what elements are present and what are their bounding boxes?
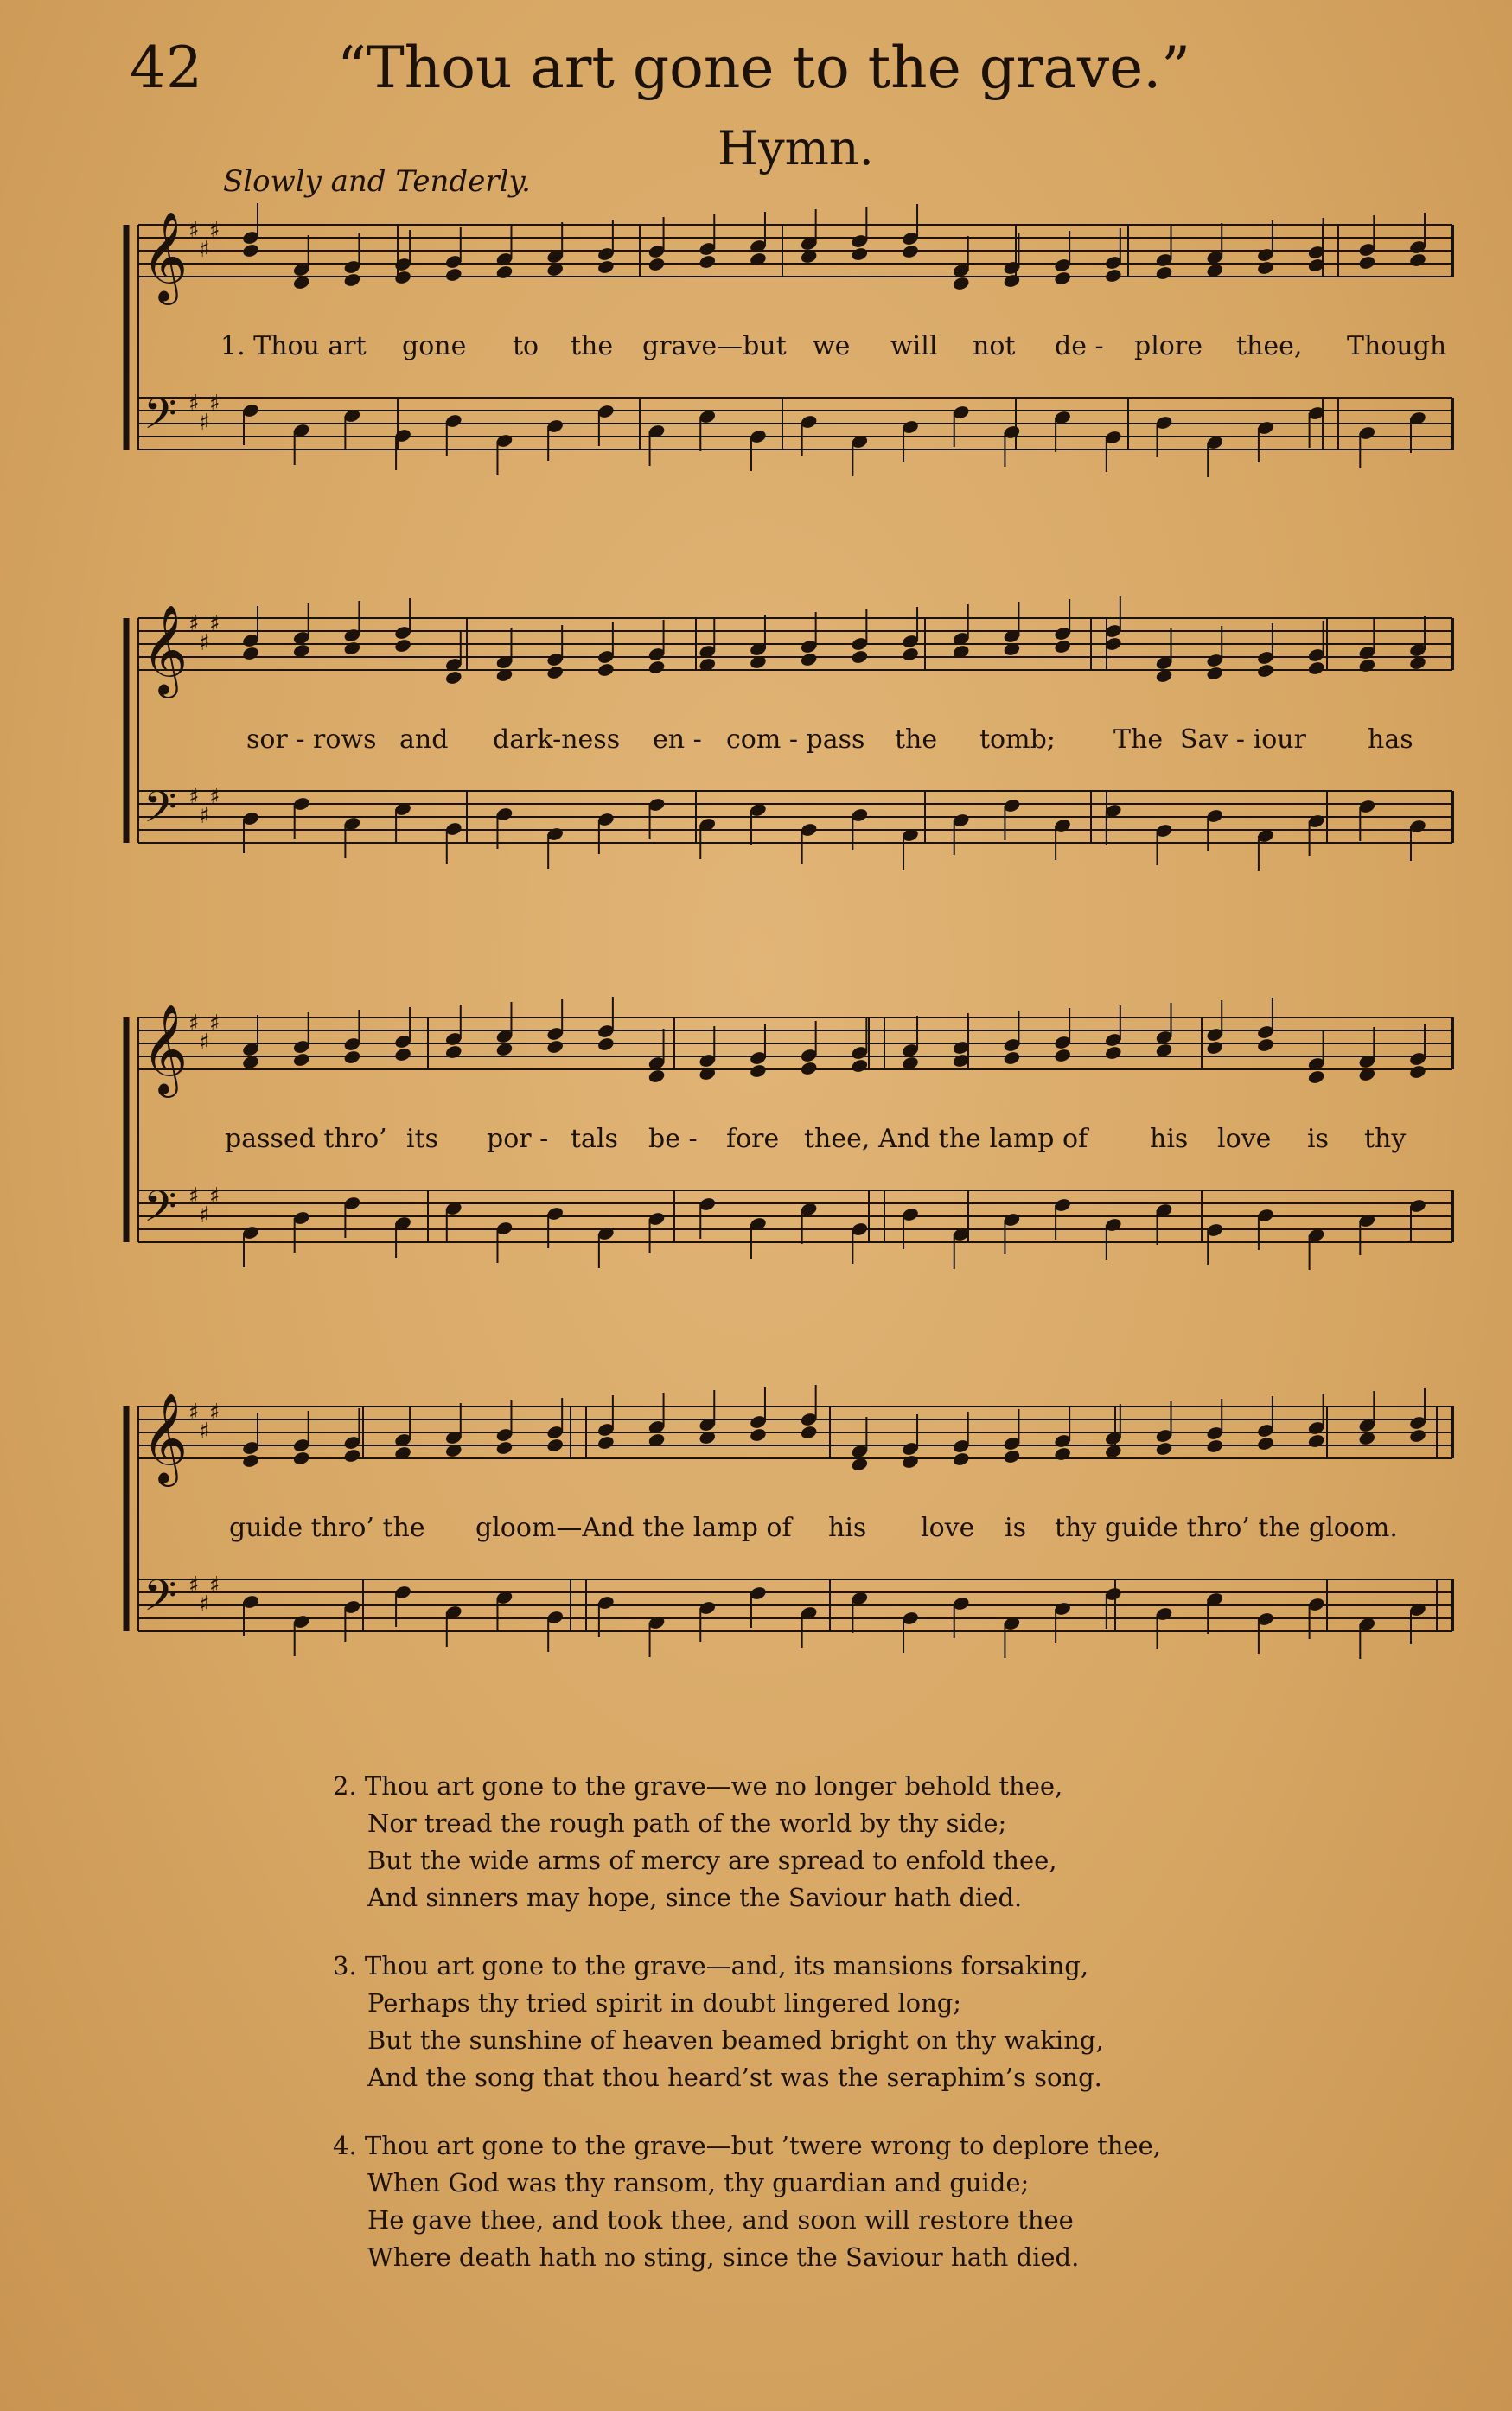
note-head	[1256, 1436, 1274, 1451]
note-head	[444, 267, 463, 283]
stanza-text: He gave thee, and took thee, and soon will restore thee	[367, 2205, 1074, 2235]
sharp-icon: ♯	[209, 611, 220, 637]
note-head	[545, 665, 564, 680]
stanza-line	[333, 1879, 1327, 1917]
sharp-icon: ♯	[188, 391, 200, 417]
note-head	[749, 252, 767, 267]
stanza-3	[333, 1948, 1327, 2096]
note-head	[952, 1451, 970, 1467]
note-head	[952, 276, 970, 291]
note-head	[343, 272, 361, 288]
lyric-syllable: de -	[1055, 331, 1104, 361]
note-head	[851, 1058, 869, 1074]
stanza-text: When God was thy ransom, thy guardian and guide;	[367, 2168, 1030, 2197]
note-head	[800, 1425, 818, 1440]
lyric-syllable: thee,	[1236, 331, 1303, 361]
lyric-syllable: and	[399, 724, 449, 755]
stanza-text: Thou art gone to the grave—we no longer behold thee,	[364, 1771, 1063, 1801]
lyric-syllable: thy guide thro’ the gloom.	[1055, 1513, 1398, 1543]
note-head	[495, 1440, 514, 1456]
lyric-syllable: be -	[648, 1124, 698, 1154]
note-head	[1358, 658, 1376, 673]
tempo-marking: Slowly and Tenderly.	[223, 164, 531, 199]
note-head	[901, 647, 919, 662]
bass-clef-icon: 𝄢	[144, 1182, 177, 1242]
hymn-label: Hymn.	[718, 121, 874, 175]
note-head	[1408, 1064, 1426, 1080]
lyric-syllable: is	[1307, 1124, 1329, 1154]
bass-clef-icon: 𝄢	[144, 782, 177, 843]
stanza-text: Thou art gone to the grave—and, its mansions forsaking,	[364, 1951, 1089, 1980]
sharp-icon: ♯	[209, 218, 220, 244]
note-head	[1206, 666, 1224, 681]
note-head	[1307, 1069, 1325, 1085]
stanza-line	[333, 1985, 1327, 2022]
note-head	[292, 1052, 310, 1068]
stanza-line	[333, 1768, 1327, 1805]
note-head	[749, 1427, 767, 1443]
treble-clef-icon: 𝄞	[142, 1004, 188, 1094]
note-head	[1053, 271, 1071, 286]
note-head	[597, 1036, 615, 1052]
sharp-icon: ♯	[209, 1183, 220, 1209]
note-head	[1155, 265, 1173, 281]
sharp-icon: ♯	[209, 1572, 220, 1598]
note-head	[495, 265, 514, 280]
note-head	[1256, 260, 1274, 276]
note-head	[1003, 273, 1021, 289]
stanza-2	[333, 1768, 1327, 1917]
note-head	[648, 660, 666, 675]
note-head	[1408, 1428, 1426, 1444]
stanza-line	[333, 2022, 1327, 2059]
note-head	[1408, 252, 1426, 268]
stanza-number: 2.	[333, 1771, 357, 1801]
note-head	[800, 652, 818, 667]
note-head	[1104, 1045, 1122, 1061]
stanza-text: Where death hath no sting, since the Saviour hath died.	[367, 2242, 1080, 2272]
note-head	[901, 244, 919, 259]
stanza-4	[333, 2127, 1327, 2276]
lyric-syllable: com - pass	[726, 724, 865, 755]
note-head	[545, 1039, 564, 1055]
note-head	[1104, 268, 1122, 284]
stanza-text: Nor tread the rough path of the world by thy side;	[367, 1808, 1007, 1838]
lyric-syllable: the	[571, 331, 614, 361]
sharp-icon: ♯	[199, 803, 210, 829]
lyric-syllable: por -	[487, 1124, 549, 1154]
lyric-syllable: the	[895, 724, 938, 755]
sharp-icon: ♯	[188, 218, 200, 244]
lyric-syllable: thee, And the lamp of	[804, 1124, 1088, 1154]
note-head	[1053, 1048, 1071, 1063]
note-head	[648, 257, 666, 272]
sharp-icon: ♯	[209, 391, 220, 417]
note-head	[1358, 255, 1376, 271]
treble-clef-icon: 𝄞	[142, 211, 188, 302]
lyric-syllable: will	[890, 331, 938, 361]
sharp-icon: ♯	[199, 1591, 210, 1617]
additional-stanzas	[333, 1768, 1327, 2307]
sharp-icon: ♯	[188, 1011, 200, 1036]
stanza-line	[333, 2127, 1327, 2165]
note-head	[749, 1063, 767, 1079]
note-head	[851, 246, 869, 262]
lyric-syllable: plore	[1134, 331, 1203, 361]
note-head	[1307, 660, 1325, 676]
lyric-syllable: we	[813, 331, 851, 361]
sharp-icon: ♯	[188, 784, 200, 810]
note-head	[393, 1047, 411, 1062]
stanza-text: And sinners may hope, since the Saviour hath died.	[367, 1883, 1023, 1912]
lyric-syllable: en -	[653, 724, 702, 755]
sharp-icon: ♯	[199, 630, 210, 656]
note-head	[1256, 1037, 1274, 1053]
note-head	[241, 243, 259, 258]
stanza-line	[333, 2059, 1327, 2096]
lyric-syllable: love	[1217, 1124, 1272, 1154]
sharp-icon: ♯	[199, 1202, 210, 1228]
sharp-icon: ♯	[209, 1400, 220, 1426]
treble-clef-icon: 𝄞	[142, 604, 188, 695]
note-head	[800, 1061, 818, 1076]
note-head	[597, 662, 615, 678]
lyric-syllable: has	[1368, 724, 1413, 755]
lyric-syllable: his	[828, 1513, 867, 1543]
page-number: 42	[130, 35, 202, 101]
stanza-line	[333, 1842, 1327, 1879]
stanza-text: But the wide arms of mercy are spread to enfold thee,	[367, 1846, 1057, 1875]
lyric-syllable: dark-ness	[493, 724, 621, 755]
sharp-icon: ♯	[199, 237, 210, 263]
note-head	[343, 641, 361, 656]
note-head	[343, 1448, 361, 1464]
note-head	[1003, 1449, 1021, 1464]
lyric-syllable: passed thro’	[225, 1124, 387, 1154]
note-head	[241, 646, 259, 661]
note-head	[648, 1068, 666, 1084]
stanza-line	[333, 2239, 1327, 2276]
stanza-text: But the sunshine of heaven beamed bright on thy waking,	[367, 2025, 1104, 2055]
lyric-syllable: grave—but	[642, 331, 787, 361]
lyric-syllable: tals	[571, 1124, 618, 1154]
stanza-line	[333, 1805, 1327, 1842]
note-head	[597, 259, 615, 275]
lyric-syllable: gloom—And the lamp of	[475, 1513, 792, 1543]
stanza-number: 3.	[333, 1951, 357, 1980]
stanza-number: 4.	[333, 2131, 357, 2160]
note-head	[444, 670, 463, 686]
note-head	[545, 1438, 564, 1453]
note-head	[901, 1454, 919, 1470]
sharp-icon: ♯	[199, 1419, 210, 1445]
sharp-icon: ♯	[188, 1572, 200, 1598]
note-head	[1256, 663, 1274, 679]
lyric-syllable: gone	[402, 331, 467, 361]
lyric-syllable: Sav - iour	[1180, 724, 1306, 755]
note-head	[444, 1044, 463, 1060]
lyric-syllable: love	[921, 1513, 975, 1543]
treble-clef-icon: 𝄞	[142, 1393, 188, 1483]
page-header	[130, 35, 1426, 112]
lyric-syllable: fore	[726, 1124, 780, 1154]
lyric-syllable: Though	[1347, 331, 1447, 361]
note-head	[241, 1453, 259, 1469]
sharp-icon: ♯	[199, 1030, 210, 1056]
music-system-4	[121, 1385, 1457, 1662]
stanza-text: Perhaps thy tried spirit in doubt lingered long;	[367, 1988, 962, 2018]
stanza-line	[333, 2202, 1327, 2239]
note-head	[597, 1435, 615, 1451]
song-title: “Thou art gone to the grave.”	[337, 35, 1190, 101]
note-head	[1307, 1433, 1325, 1449]
note-head	[851, 649, 869, 665]
note-head	[1206, 1438, 1224, 1454]
lyric-syllable: to	[513, 331, 539, 361]
note-head	[1053, 1446, 1071, 1462]
note-head	[699, 254, 717, 270]
lyric-syllable: tomb;	[979, 724, 1056, 755]
lyric-syllable: his	[1150, 1124, 1189, 1154]
note-head	[699, 1066, 717, 1081]
bass-clef-icon: 𝄢	[144, 389, 177, 450]
sharp-icon: ♯	[209, 1011, 220, 1036]
lyric-syllable: not	[973, 331, 1016, 361]
sharp-icon: ♯	[188, 1183, 200, 1209]
bass-clef-icon: 𝄢	[144, 1571, 177, 1631]
lyric-syllable: is	[1005, 1513, 1026, 1543]
note-head	[1206, 1040, 1224, 1056]
sharp-icon: ♯	[199, 410, 210, 436]
note-head	[292, 1451, 310, 1466]
music-system-3	[121, 996, 1457, 1272]
note-head	[1155, 1441, 1173, 1457]
sharp-icon: ♯	[188, 1400, 200, 1426]
stanza-text: And the song that thou heard’st was the seraphim’s song.	[367, 2063, 1102, 2092]
music-system-1	[121, 203, 1457, 480]
lyric-syllable: its	[406, 1124, 439, 1154]
note-head	[393, 270, 411, 285]
stanza-text: Thou art gone to the grave—but ’twere wrong to deplore thee,	[364, 2131, 1161, 2160]
sharp-icon: ♯	[209, 784, 220, 810]
note-head	[343, 1049, 361, 1065]
lyric-syllable: The	[1113, 724, 1164, 755]
sharp-icon: ♯	[188, 611, 200, 637]
lyric-syllable: thy	[1364, 1124, 1407, 1154]
note-head	[1053, 639, 1071, 654]
music-system-2	[121, 596, 1457, 873]
note-head	[1003, 1050, 1021, 1066]
note-head	[393, 638, 411, 654]
stanza-line	[333, 2165, 1327, 2202]
lyric-syllable: 1. Thou art	[220, 331, 367, 361]
lyric-syllable: guide thro’ the	[229, 1513, 425, 1543]
stanza-line	[333, 1948, 1327, 1985]
lyric-syllable: sor - rows	[246, 724, 377, 755]
